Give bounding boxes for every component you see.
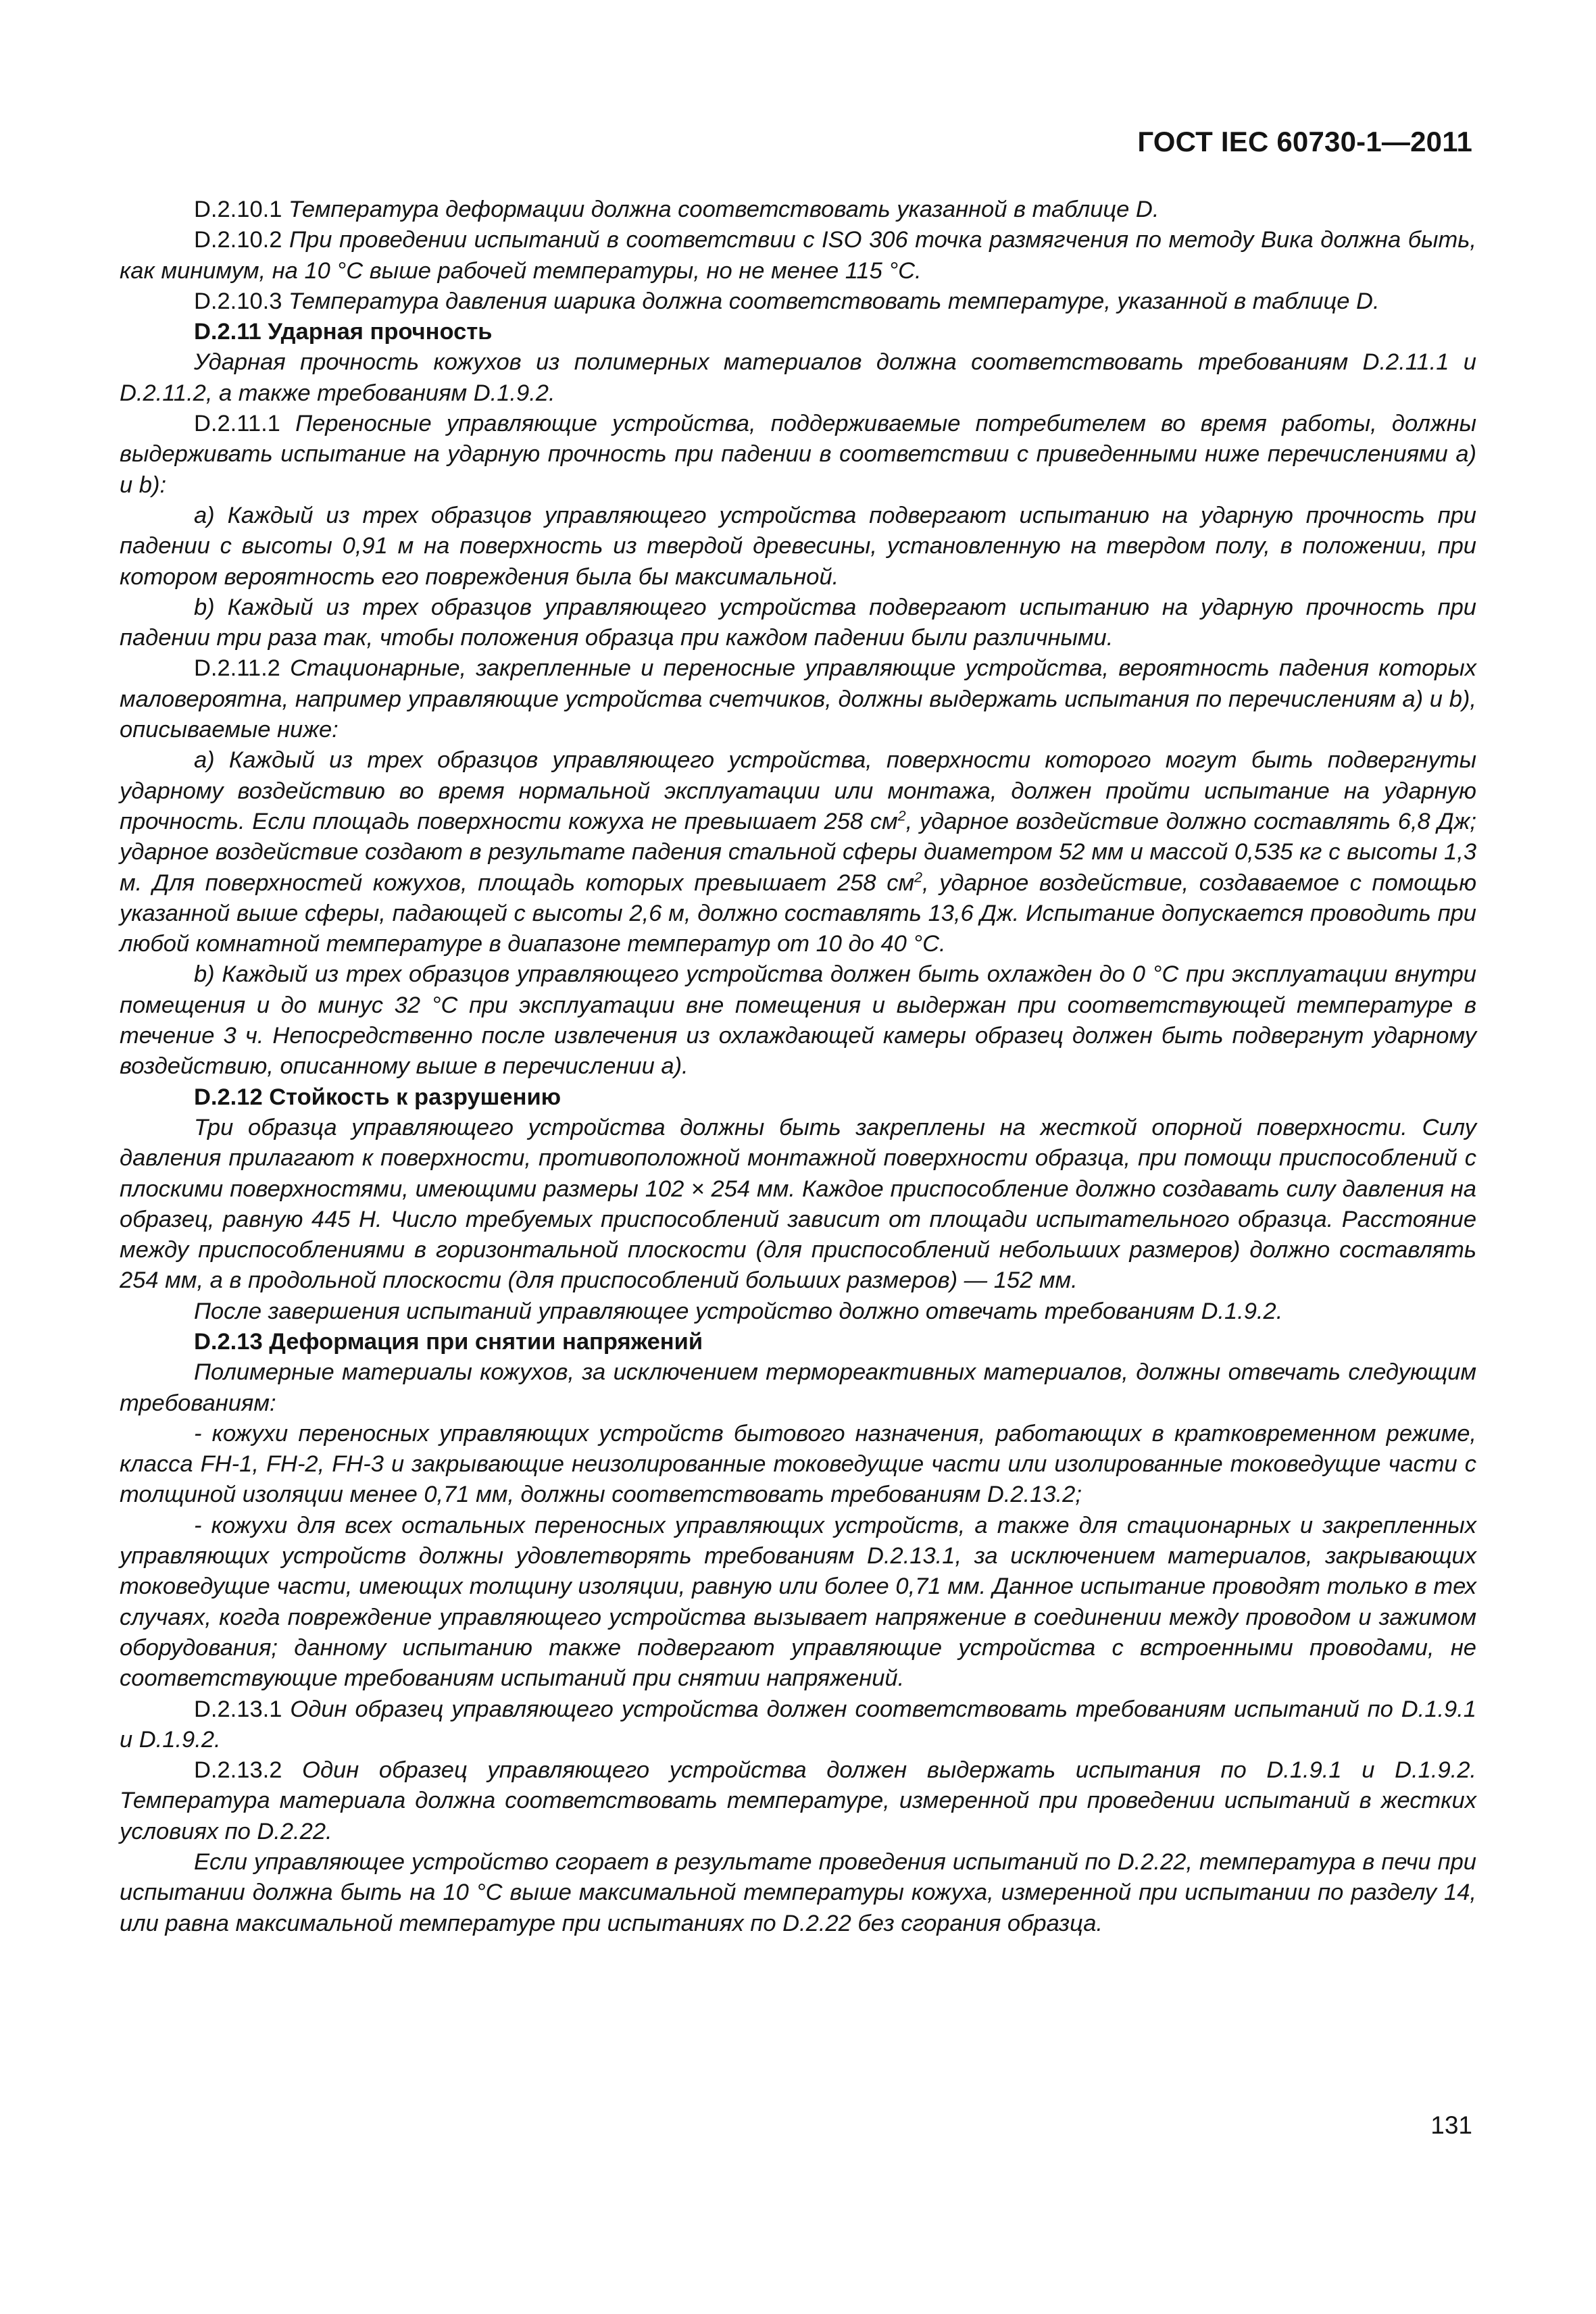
clause-number: D.2.10.1 bbox=[194, 197, 282, 222]
paragraph-d-2-11-2 bbox=[120, 653, 1476, 745]
section-heading-d-2-11: D.2.11 Ударная прочность bbox=[194, 319, 493, 345]
superscript: 2 bbox=[897, 807, 906, 824]
list-item-b: b) Каждый из трех образцов управляющего устройства подвергают испытанию на ударную прочность при падении три раза так, чтобы положения образца при каждом падении были различными. bbox=[120, 594, 1476, 651]
section-heading-d-2-13: D.2.13 Деформация при снятии напряжений bbox=[194, 1328, 703, 1355]
clause-text: Температура давления шарика должна соответствовать температуре, указанной в таблице D. bbox=[282, 288, 1380, 314]
clause-number: D.2.11.2 bbox=[194, 655, 280, 682]
clause-number: D.2.10.3 bbox=[194, 288, 282, 314]
clause-number: D.2.11.1 bbox=[194, 411, 280, 437]
paragraph-d-2-13-final: Если управляющее устройство сгорает в результате проведения испытаний по D.2.22, температура в печи при испытании должна быть на 10 °С выше максимальной температуры кожуха, измеренной при испытании по разделу 14, или равна максимальной температуре при испытаниях по D.2.22 без сгорания образца. bbox=[120, 1849, 1476, 1936]
list-item-a: a) Каждый из трех образцов управляющего устройства подвергают испытанию на ударную прочность при падении с высоты 0,91 м на поверхность из твердой древесины, установленную на твердом полу, в положении, при котором вероятность его повреждения была бы максимальной. bbox=[120, 502, 1476, 590]
paragraph-d-2-12-after: После завершения испытаний управляющее устройство должно отвечать требованиям D.1.9.2. bbox=[194, 1298, 1283, 1324]
paragraph-d-2-13-2 bbox=[120, 1755, 1476, 1847]
dash-item-1: - кожухи переносных управляющих устройств бытового назначения, работающих в кратковременном режиме, класса FH-1, FH-2, FH-3 и закрывающие неизолированные токоведущие части или изолированные токоведущие части с толщиной изоляции менее 0,71 мм, должны соответствовать требованиям D.2.13.2; bbox=[120, 1420, 1476, 1508]
clause-number: D.2.13.1 bbox=[194, 1696, 282, 1722]
clause-number: D.2.10.2 bbox=[194, 227, 282, 253]
clause-text: Один образец управляющего устройства должен выдержать испытания по D.1.9.1 и D.1.9.2. Температура материала должна соответствовать температуре, измеренной при проведении испытаний в жестких условиях по D.2.22. bbox=[120, 1757, 1476, 1844]
document-header: ГОСТ IEC 60730-1—2011 bbox=[1137, 126, 1472, 157]
list-item-a-impact bbox=[120, 745, 1476, 959]
page-number: 131 bbox=[1430, 2111, 1472, 2139]
paragraph-d-2-10-2 bbox=[120, 225, 1476, 286]
paragraph-d-2-10-1 bbox=[120, 195, 1476, 225]
paragraph-d-2-10-3 bbox=[120, 286, 1476, 317]
superscript: 2 bbox=[914, 869, 923, 886]
clause-text: Переносные управляющие устройства, поддерживаемые потребителем во время работы, должны выдерживать испытание на ударную прочность при падении в соответствии с приведенными ниже перечислениями a) и b): bbox=[120, 411, 1476, 498]
paragraph-d-2-11-intro: Ударная прочность кожухов из полимерных материалов должна соответствовать требованиям D.2.11.1 и D.2.11.2, а также требованиям D.1.9.2. bbox=[120, 349, 1476, 406]
list-item-b-cooling: b) Каждый из трех образцов управляющего устройства должен быть охлажден до 0 °С при эксплуатации внутри помещения и до минус 32 °С при эксплуатации вне помещения и выдержан при соответствующей температуре в течение 3 ч. Непосредственно после извлечения из охлаждающей камеры образец должен быть подвергнут ударному воздействию, описанному выше в перечислении a). bbox=[120, 961, 1476, 1080]
text-segment: , ударное воздействие, создаваемое с помощью указанной выше сферы, падающей с высоты 2,6 м, должно составлять 13,6 Дж. Испытание допускается проводить при любой комнатной температуре в диапазоне температур от 10 до 40 °С. bbox=[120, 870, 1477, 957]
paragraph-d-2-13-intro: Полимерные материалы кожухов, за исключением термореактивных материалов, должны отвечать следующим требованиям: bbox=[120, 1359, 1476, 1416]
paragraph-d-2-12-body: Три образца управляющего устройства должны быть закреплены на жесткой опорной поверхности. Силу давления прилагают к поверхности, противоположной монтажной поверхности образца, при помощи приспособлений с плоскими поверхностями, имеющими размеры 102 × 254 мм. Каждое приспособление должно создавать силу давления на образец, равную 445 Н. Число требуемых приспособлений зависит от площади испытательного образца. Расстояние между приспособлениями в горизонтальной плоскости (для приспособлений небольших размеров) должно составлять 254 мм, а в продольной плоскости (для приспособлений больших размеров) — 152 мм. bbox=[120, 1114, 1476, 1294]
clause-text: Стационарные, закрепленные и переносные управляющие устройства, вероятность падения которых маловероятна, например управляющие устройства счетчиков, должны выдержать испытания по перечислениям a) и b), описываемые ниже: bbox=[120, 655, 1476, 743]
paragraph-d-2-13-1 bbox=[120, 1694, 1476, 1756]
section-heading-d-2-12: D.2.12 Стойкость к разрушению bbox=[194, 1084, 562, 1110]
text-segment: , ударное воздействие должно составлять 6,8 Дж; ударное воздействие создают в результате падения стальной сферы диаметром 52 мм и массой 0,535 кг с высоты 1,3 м. Для поверхностей кожухов, площадь которых превышает 258 см bbox=[120, 808, 1476, 896]
clause-text: Температура деформации должна соответствовать указанной в таблице D. bbox=[282, 197, 1159, 222]
clause-number: D.2.13.2 bbox=[194, 1757, 282, 1784]
text-segment: a) Каждый из трех образцов управляющего устройства, поверхности которого могут быть подвергнуты ударному воздействию во время нормальной эксплуатации или монтажа, должен пройти испытание на ударную прочность. Если площадь поверхности кожуха не превышает 258 см bbox=[120, 747, 1476, 834]
clause-text: При проведении испытаний в соответствии с ISO 306 точка размягчения по методу Вика должна быть, как минимум, на 10 °С выше рабочей температуры, но не менее 115 °С. bbox=[120, 227, 1476, 284]
document-body bbox=[120, 195, 1476, 1939]
dash-item-2: - кожухи для всех остальных переносных управляющих устройств, а также для стационарных и закрепленных управляющих устройств должны удовлетворять требованиям D.2.13.1, за исключением материалов, закрывающих токоведущие части, имеющих толщину изоляции, равную или более 0,71 мм. Данное испытание проводят только в тех случаях, когда повреждение управляющего устройства вызывает напряжение в соединении между проводом и зажимом оборудования; данному испытанию также подвергают управляющие устройства с встроенными проводами, не соответствующие требованиям испытаний при снятии напряжений. bbox=[120, 1512, 1476, 1692]
paragraph-d-2-11-1 bbox=[120, 409, 1476, 501]
clause-text: Один образец управляющего устройства должен соответствовать требованиям испытаний по D.1.9.1 и D.1.9.2. bbox=[120, 1696, 1476, 1753]
